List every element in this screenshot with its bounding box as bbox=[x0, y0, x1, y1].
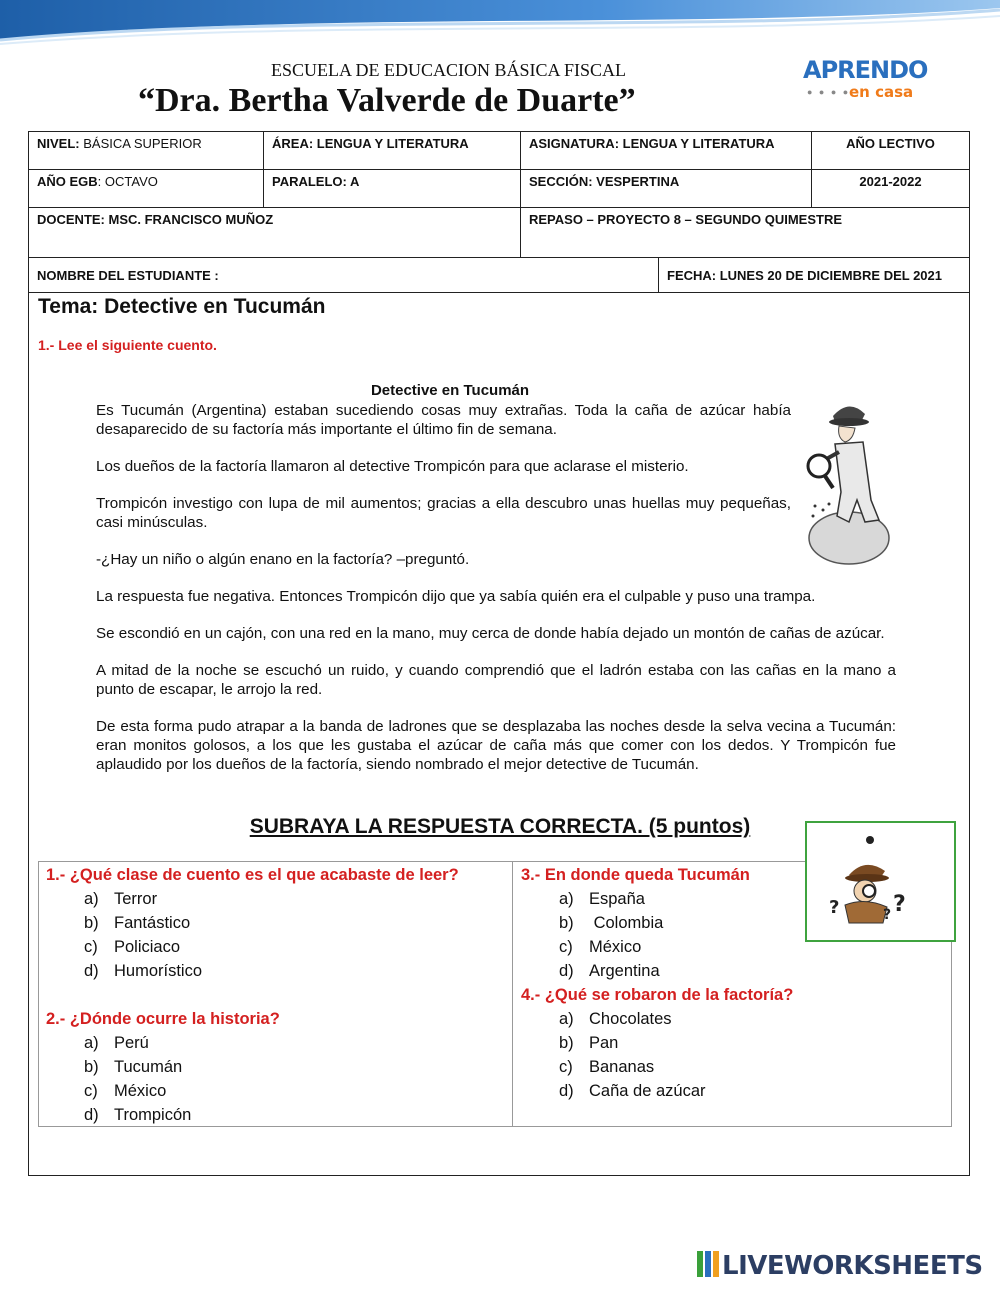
instruction-1: 1.- Lee el siguiente cuento. bbox=[38, 337, 217, 353]
seccion-cell: SECCIÓN: VESPERTINA bbox=[521, 170, 812, 208]
logo-sub-text: en casa bbox=[849, 83, 914, 101]
area-cell: ÁREA: LENGUA Y LITERATURA bbox=[264, 132, 521, 170]
story-paragraph: De esta forma pudo atrapar a la banda de ladrones que se desplazaba las noches desde la selva vecina a Tucumán: eran monitos golosos, a los que les gustaba el azúcar de caña más que comer con los dedos. Y Trompicón fue aplaudido por los dueños de la factoría, siendo nombrado el mejor detective de Tucumán. bbox=[96, 718, 896, 773]
answer-option[interactable]: d) Trompicón bbox=[84, 1106, 192, 1124]
footer-brand: LIVEWORKSHEETS bbox=[722, 1251, 983, 1281]
asignatura-cell: ASIGNATURA: LENGUA Y LITERATURA bbox=[521, 132, 812, 170]
detective-magnifier-icon bbox=[805, 396, 897, 566]
anio-lectivo-value-cell: 2021-2022 bbox=[812, 170, 970, 208]
svg-text:?: ? bbox=[829, 897, 840, 918]
answer-option[interactable]: c) Bananas bbox=[559, 1058, 655, 1076]
info-table bbox=[28, 131, 970, 258]
answer-option[interactable]: b) Tucumán bbox=[84, 1058, 183, 1076]
answer-option[interactable]: a) Perú bbox=[84, 1034, 149, 1052]
answer-option[interactable]: a) Chocolates bbox=[559, 1010, 672, 1028]
question-4: 4.- ¿Qué se robaron de la factoría? bbox=[521, 986, 794, 1004]
fecha-cell: FECHA: LUNES 20 DE DICIEMBRE DEL 2021 bbox=[659, 258, 970, 293]
answer-option[interactable]: a) España bbox=[559, 890, 645, 908]
story-text bbox=[96, 401, 896, 792]
instruction-2-heading: SUBRAYA LA RESPUESTA CORRECTA. (5 puntos) bbox=[249, 815, 751, 838]
school-type-line: ESCUELA DE EDUCACION BÁSICA FISCAL bbox=[271, 60, 627, 80]
questions-divider bbox=[512, 861, 513, 1126]
answer-option[interactable]: d) Humorístico bbox=[84, 962, 203, 980]
anio-lectivo-label-cell: AÑO LECTIVO bbox=[812, 132, 970, 170]
anio-egb-cell: AÑO EGB: OCTAVO bbox=[29, 170, 264, 208]
school-name: “Dra. Bertha Valverde de Duarte” bbox=[138, 82, 636, 119]
answer-option[interactable]: c) México bbox=[559, 938, 642, 956]
answer-option[interactable]: b) Fantástico bbox=[84, 914, 191, 932]
story-paragraph: A mitad de la noche se escuchó un ruido, y cuando comprendió que el ladrón estaba con las cañas en la mano a punto de escapar, le arrojo la red. bbox=[96, 662, 896, 698]
svg-text:?: ? bbox=[883, 907, 892, 923]
story-paragraph: Es Tucumán (Argentina) estaban sucediendo cosas muy extrañas. Toda la caña de azúcar había desaparecido de su factoría más importante el último fin de semana. bbox=[96, 402, 791, 438]
answer-option[interactable]: b) Pan bbox=[559, 1034, 619, 1052]
question-3: 3.- En donde queda Tucumán bbox=[521, 866, 750, 884]
aprendo-en-casa-logo bbox=[803, 56, 928, 104]
detective-question-icon bbox=[807, 823, 954, 940]
answer-option[interactable]: a) Terror bbox=[84, 890, 158, 908]
logo-main-text: APRENDO bbox=[803, 56, 928, 84]
student-table bbox=[28, 257, 970, 293]
story-paragraph: Trompicón investigo con lupa de mil aumentos; gracias a ella descubro unas huellas muy pequeñas, casi minúsculas. bbox=[96, 495, 791, 531]
answer-option[interactable]: c) México bbox=[84, 1082, 167, 1100]
logo-dots-icon: ● ● ● ● bbox=[807, 87, 851, 97]
page-title: Tema: Detective en Tucumán bbox=[38, 295, 326, 318]
question-2: 2.- ¿Dónde ocurre la historia? bbox=[46, 1010, 280, 1028]
student-name-cell[interactable]: NOMBRE DEL ESTUDIANTE : bbox=[29, 258, 659, 293]
story-paragraph: La respuesta fue negativa. Entonces Trompicón dijo que ya sabía quién era el culpable y puso una trampa. bbox=[96, 588, 816, 605]
repaso-cell: REPASO – PROYECTO 8 – SEGUNDO QUIMESTRE bbox=[521, 208, 970, 258]
answer-option[interactable]: b) Colombia bbox=[559, 914, 664, 932]
answer-option[interactable]: d) Caña de azúcar bbox=[559, 1082, 706, 1100]
story-title: Detective en Tucumán bbox=[370, 382, 530, 399]
story-paragraph: -¿Hay un niño o algún enano en la factoría? –preguntó. bbox=[96, 551, 470, 568]
liveworksheets-footer bbox=[697, 1251, 983, 1281]
questions-left-column bbox=[46, 863, 506, 1127]
detective-question-image bbox=[805, 821, 956, 942]
nivel-cell: NIVEL: BÁSICA SUPERIOR bbox=[29, 132, 264, 170]
docente-cell: DOCENTE: MSC. FRANCISCO MUÑOZ bbox=[29, 208, 521, 258]
story-paragraph: Los dueños de la factoría llamaron al detective Trompicón para que aclarase el misterio. bbox=[96, 458, 689, 475]
story-paragraph: Se escondió en un cajón, con una red en la mano, muy cerca de donde había dejado un montón de cañas de azúcar. bbox=[96, 625, 885, 642]
question-1: 1.- ¿Qué clase de cuento es el que acabaste de leer? bbox=[46, 866, 459, 884]
svg-text:?: ? bbox=[893, 892, 906, 917]
answer-option[interactable]: c) Policiaco bbox=[84, 938, 181, 956]
paralelo-cell: PARALELO: A bbox=[264, 170, 521, 208]
top-decorative-band bbox=[0, 0, 1000, 46]
liveworksheets-logo-icon bbox=[697, 1251, 719, 1277]
answer-option[interactable]: d) Argentina bbox=[559, 962, 660, 980]
